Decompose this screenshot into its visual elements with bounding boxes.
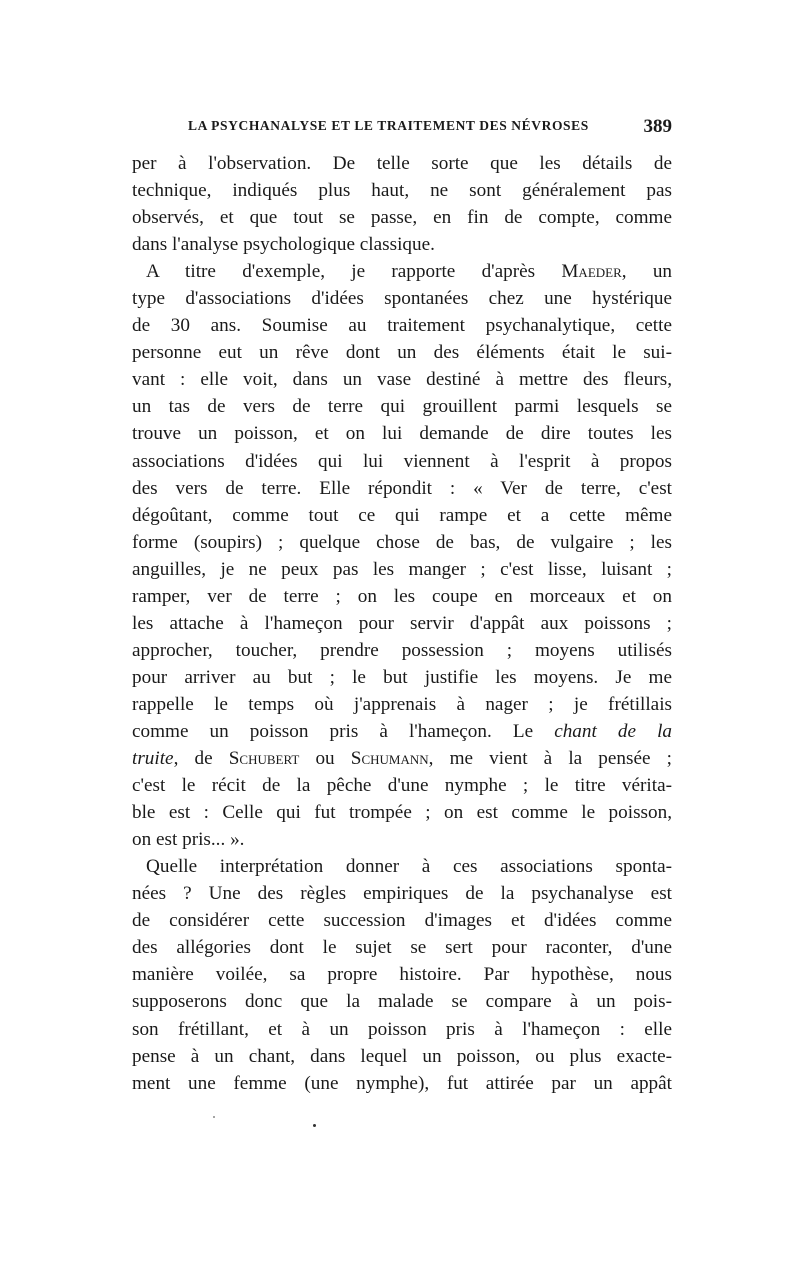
text-line: manière voilée, sa propre histoire. Par hypothèse, nous bbox=[132, 964, 672, 986]
text-line: observés, et que tout se passe, en fin de compte, comme bbox=[132, 207, 672, 229]
page-number: 389 bbox=[643, 116, 672, 137]
text-line: dans l'analyse psychologique classique. bbox=[132, 234, 435, 256]
text-line: rappelle le temps où j'apprenais à nager ; je frétillais bbox=[132, 693, 672, 715]
text-run: , me vient à la pensée ; bbox=[428, 748, 672, 770]
text-line: ment une femme (une nymphe), fut attirée par un appât bbox=[132, 1072, 672, 1094]
work-title: truite bbox=[132, 748, 174, 770]
text-run: , de bbox=[173, 748, 229, 770]
text-line: pour arriver au but ; le but justifie les moyens. Je me bbox=[132, 666, 672, 688]
text-line bbox=[132, 258, 672, 285]
text-line bbox=[132, 745, 672, 772]
text-run: A titre d'exemple, je rapporte d'après bbox=[146, 261, 562, 283]
text-line: approcher, toucher, prendre possession ; moyens utilisés bbox=[132, 639, 672, 661]
text-line: anguilles, je ne peux pas les manger ; c'est lisse, luisant ; bbox=[132, 558, 672, 580]
text-line: supposerons donc que la malade se compare à un pois- bbox=[132, 991, 672, 1013]
print-speck bbox=[213, 1116, 215, 1118]
text-line: les attache à l'hameçon pour servir d'appât aux poissons ; bbox=[132, 612, 672, 634]
text-line: des vers de terre. Elle répondit : « Ver de terre, c'est bbox=[132, 477, 672, 499]
text-line: un tas de vers de terre qui grouillent parmi lesquels se bbox=[132, 396, 672, 418]
author-name: Maeder bbox=[561, 261, 622, 283]
text-line: trouve un poisson, et on lui demande de dire toutes les bbox=[132, 423, 672, 445]
running-title: LA PSYCHANALYSE ET LE TRAITEMENT DES NÉVROSES bbox=[188, 118, 589, 133]
text-line: forme (soupirs) ; quelque chose de bas, de vulgaire ; les bbox=[132, 531, 672, 553]
text-line: son frétillant, et à un poisson pris à l'hameçon : elle bbox=[132, 1018, 672, 1040]
work-title: chant de la bbox=[554, 720, 672, 742]
text-line: on est pris... ». bbox=[132, 829, 245, 851]
author-name: Schubert bbox=[228, 748, 300, 770]
text-line: type d'associations d'idées spontanées chez une hystérique bbox=[132, 288, 672, 310]
text-line: per à l'observation. De telle sorte que les détails de bbox=[132, 153, 672, 174]
text-line: de 30 ans. Soumise au traitement psychanalytique, cette bbox=[132, 315, 672, 337]
text-line: ramper, ver de terre ; on les coupe en morceaux et on bbox=[132, 585, 672, 607]
text-line: personne eut un rêve dont un des éléments était le sui- bbox=[132, 342, 672, 364]
text-line: Quelle interprétation donner à ces associations sponta- bbox=[146, 856, 672, 878]
text-run: ou bbox=[299, 748, 351, 770]
text-line: pense à un chant, dans lequel un poisson, ou plus exacte- bbox=[132, 1045, 672, 1067]
text-line bbox=[132, 718, 672, 745]
text-line: technique, indiqués plus haut, ne sont généralement pas bbox=[132, 180, 672, 202]
text-run: comme un poisson pris à l'hameçon. Le bbox=[132, 720, 555, 742]
text-line: vant : elle voit, dans un vase destiné à mettre des fleurs, bbox=[132, 369, 672, 391]
text-line: associations d'idées qui lui viennent à l'esprit à propos bbox=[132, 450, 672, 472]
text-line: de considérer cette succession d'images et d'idées comme bbox=[132, 910, 672, 932]
text-line: dégoûtant, comme tout ce qui rampe et a cette même bbox=[132, 504, 672, 526]
running-header bbox=[132, 116, 672, 140]
author-name: Schumann bbox=[350, 748, 429, 770]
text-line: nées ? Une des règles empiriques de la psychanalyse est bbox=[132, 883, 672, 905]
text-line: ble est : Celle qui fut trompée ; on est comme le poisson, bbox=[132, 802, 672, 824]
print-speck bbox=[313, 1124, 316, 1127]
body-text bbox=[132, 150, 672, 1097]
text-line: des allégories dont le sujet se sert pour raconter, d'une bbox=[132, 937, 672, 959]
text-run: , un bbox=[621, 261, 673, 283]
text-line: c'est le récit de la pêche d'une nymphe ; le titre vérita- bbox=[132, 775, 672, 797]
